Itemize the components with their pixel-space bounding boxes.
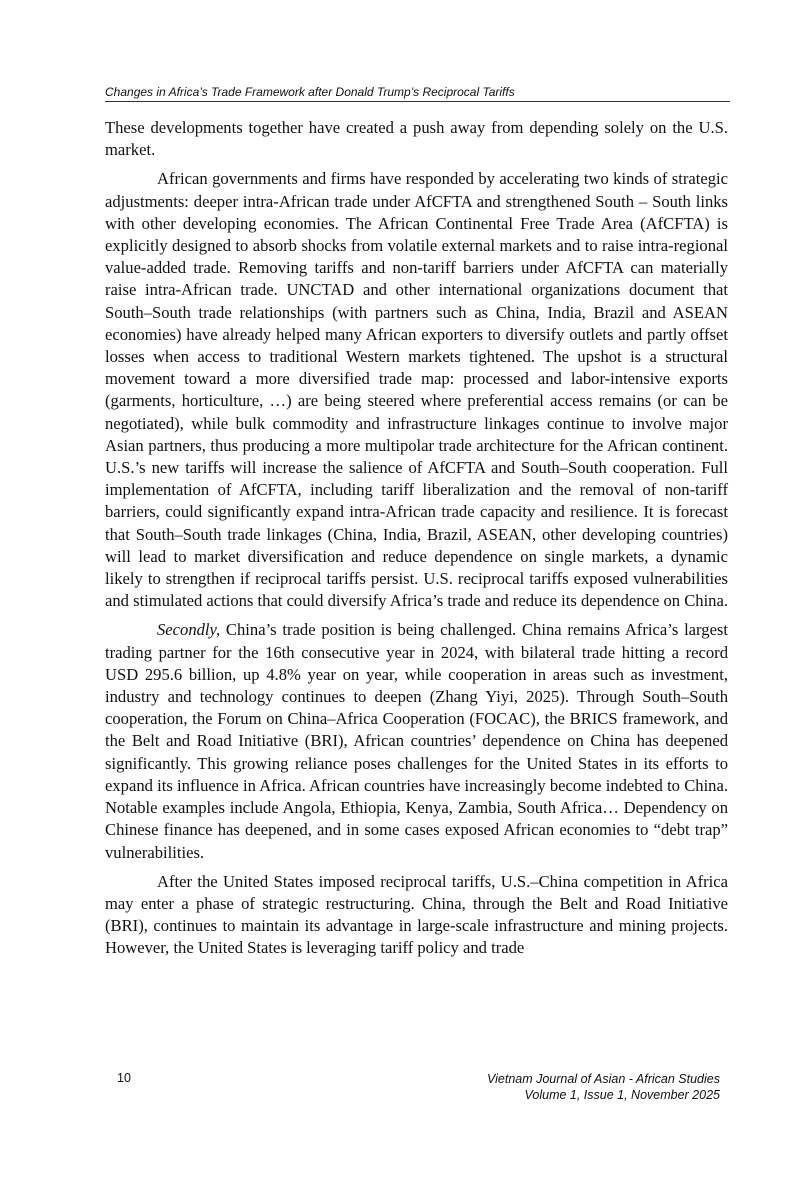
paragraph-2: African governments and firms have responded by accelerating two kinds of strategic adjustments: deeper intra-African trade under AfCFTA and strengthened South – South links with other developing economies. The African Continental Free Trade Area (AfCFTA) is explicitly designed to absorb shocks from volatile external markets and to raise intra-regional value-added trade. Removing tariffs and non-tariff barriers under AfCFTA can materially raise intra-African trade. UNCTAD and other international organizations document that South–South trade relationships (with partners such as China, India, Brazil and ASEAN economies) have already helped many African exporters to diversify outlets and partly offset losses when access to traditional Western markets tightened. The upshot is a structural movement toward a more diversified trade map: processed and labor-intensive exports (garments, horticulture, …) are being steered where preferential access remains (or can be negotiated), while bulk commodity and infrastructure linkages continue to involve major Asian partners, thus producing a more multipolar trade architecture for the African continent. U.S.’s new tariffs will increase the salience of AfCFTA and South–South cooperation. Full implementation of AfCFTA, including tariff liberalization and the removal of non-tariff barriers, could significantly expand intra-African trade capacity and resilience. It is forecast that South–South trade linkages (China, India, Brazil, ASEAN, other developing countries) will lead to market diversification and reduce dependence on single markets, a dynamic likely to strengthen if reciprocal tariffs persist. U.S. reciprocal tariffs exposed vulnerabilities and stimulated actions that could diversify Africa’s trade and reduce its dependence on China. bbox=[105, 169, 728, 611]
header-divider bbox=[105, 101, 730, 102]
journal-name: Vietnam Journal of Asian - African Studies bbox=[487, 1072, 720, 1086]
article-body bbox=[105, 117, 728, 967]
paragraph-1: These developments together have created a push away from depending solely on the U.S. market. bbox=[105, 118, 728, 160]
paragraph-3-lead: Secondly, bbox=[157, 620, 221, 640]
page-number: 10 bbox=[117, 1071, 131, 1085]
paragraph-4: After the United States imposed reciprocal tariffs, U.S.–China competition in Africa may enter a phase of strategic restructuring. China, through the Belt and Road Initiative (BRI), continues to maintain its advantage in large-scale infrastructure and mining projects. However, the United States is leveraging tariff policy and trade bbox=[105, 871, 728, 958]
paragraph-3-text: China’s trade position is being challenged. China remains Africa’s largest trading partner for the 16th consecutive year in 2024, with bilateral trade hitting a record USD 295.6 billion, up 4.8% year on year, while cooperation in areas such as investment, industry and technology continues to deepen (Zhang Yiyi, 2025). Through South–South cooperation, the Forum on China–Africa Cooperation (FOCAC), the BRICS framework, and the Belt and Road Initiative (BRI), African countries’ dependence on China has deepened significantly. This growing reliance poses challenges for the United States in its efforts to expand its influence in Africa. African countries have increasingly become indebted to China. Notable examples include Angola, Ethiopia, Kenya, Zambia, South Africa… Dependency on Chinese finance has deepened, and in some cases exposed African economies to “debt trap” vulnerabilities. bbox=[105, 620, 728, 862]
journal-issue: Volume 1, Issue 1, November 2025 bbox=[524, 1088, 720, 1102]
running-header-title: Changes in Africa’s Trade Framework after Donald Trump’s Reciprocal Tariffs bbox=[105, 85, 515, 99]
paragraph-3 bbox=[105, 619, 728, 863]
journal-footer bbox=[487, 1071, 720, 1103]
